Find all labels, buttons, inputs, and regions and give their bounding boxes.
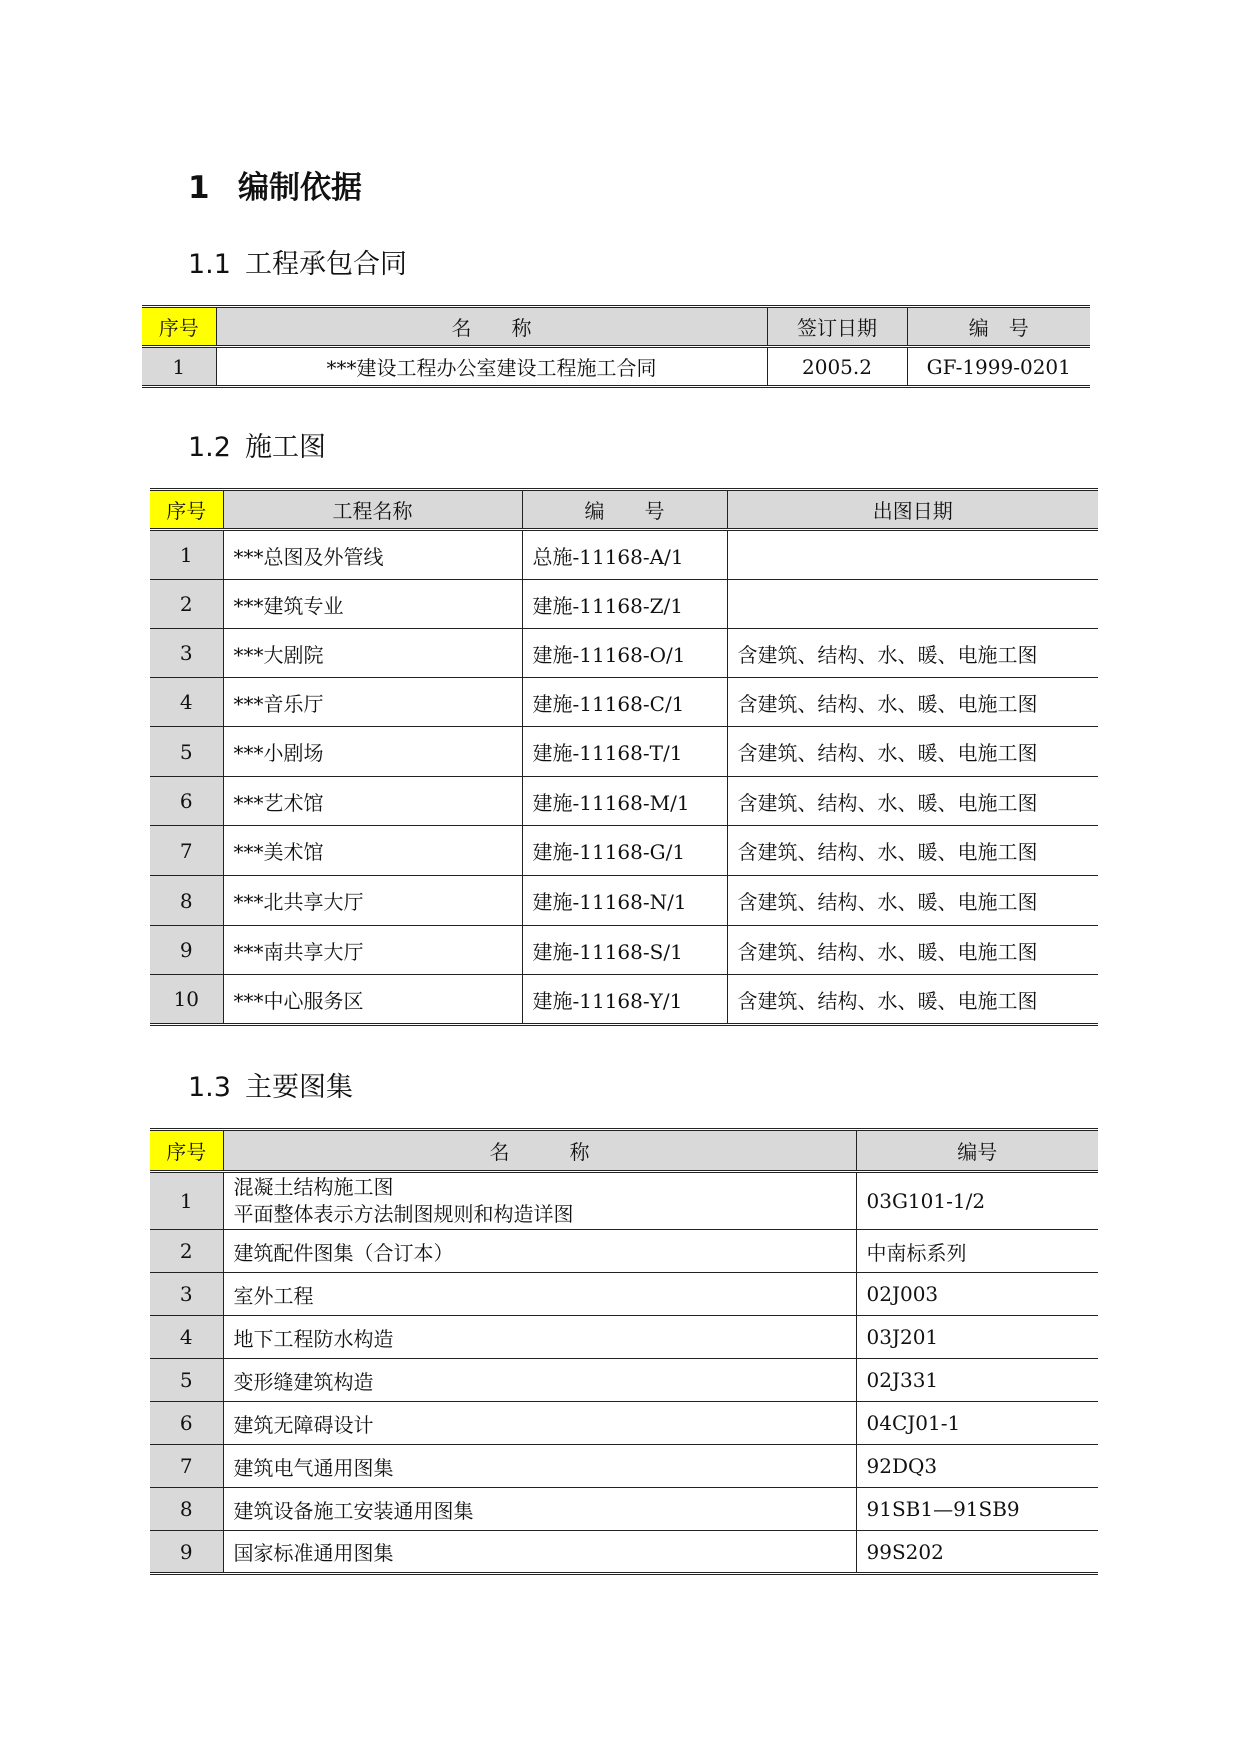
row-code: 03G101-1/2 xyxy=(856,1172,1098,1230)
table-row xyxy=(150,678,1098,727)
header-date: 签订日期 xyxy=(767,307,907,347)
row-code: 91SB1—91SB9 xyxy=(856,1488,1098,1531)
table-row xyxy=(150,1531,1098,1574)
header-index: 序号 xyxy=(150,1130,223,1172)
header-index: 序号 xyxy=(142,307,216,347)
drawings-table xyxy=(150,488,1098,1026)
row-name: ***音乐厅 xyxy=(223,678,522,727)
row-code: 02J003 xyxy=(856,1273,1098,1316)
row-date: 2005.2 xyxy=(767,347,907,387)
row-name: ***大剧院 xyxy=(223,629,522,678)
row-index: 2 xyxy=(150,1230,223,1273)
table-row xyxy=(150,1488,1098,1531)
row-name: ***美术馆 xyxy=(223,826,522,876)
section-number: 1.3 xyxy=(188,1072,231,1103)
table-row xyxy=(150,1316,1098,1359)
row-code: 总施-11168-A/1 xyxy=(522,530,727,580)
table-header-row xyxy=(150,490,1098,530)
row-name: 室外工程 xyxy=(223,1273,856,1316)
row-name: ***中心服务区 xyxy=(223,975,522,1025)
row-date xyxy=(727,580,1098,629)
header-name: 名 称 xyxy=(223,1130,856,1172)
row-index: 3 xyxy=(150,629,223,678)
table-row xyxy=(150,926,1098,975)
table-row xyxy=(142,347,1090,387)
row-date: 含建筑、结构、水、暖、电施工图 xyxy=(727,629,1098,678)
table-row xyxy=(150,1230,1098,1273)
row-date: 含建筑、结构、水、暖、电施工图 xyxy=(727,876,1098,926)
row-index: 8 xyxy=(150,876,223,926)
row-index: 9 xyxy=(150,926,223,975)
row-index: 1 xyxy=(150,530,223,580)
row-name: ***建设工程办公室建设工程施工合同 xyxy=(216,347,767,387)
row-name-line1: 混凝土结构施工图 xyxy=(233,1175,394,1199)
row-index: 1 xyxy=(150,1172,223,1230)
row-date: 含建筑、结构、水、暖、电施工图 xyxy=(727,826,1098,876)
row-name: ***南共享大厅 xyxy=(223,926,522,975)
row-code: 99S202 xyxy=(856,1531,1098,1574)
row-code: 建施-11168-S/1 xyxy=(522,926,727,975)
table-row xyxy=(150,777,1098,826)
chapter-number: 1 xyxy=(188,170,210,206)
row-date: 含建筑、结构、水、暖、电施工图 xyxy=(727,926,1098,975)
row-index: 1 xyxy=(142,347,216,387)
contract-table xyxy=(142,305,1090,388)
table-row xyxy=(150,530,1098,580)
row-index: 7 xyxy=(150,1445,223,1488)
section-heading-atlas xyxy=(188,1065,353,1104)
header-issue-date: 出图日期 xyxy=(727,490,1098,530)
row-name: ***总图及外管线 xyxy=(223,530,522,580)
row-code: 建施-11168-Y/1 xyxy=(522,975,727,1025)
section-title: 主要图集 xyxy=(244,1072,353,1103)
row-date: 含建筑、结构、水、暖、电施工图 xyxy=(727,727,1098,777)
row-code: 建施-11168-N/1 xyxy=(522,876,727,926)
section-title: 施工图 xyxy=(244,432,326,463)
table-header-row xyxy=(142,307,1090,347)
chapter-title: 编制依据 xyxy=(238,170,362,206)
row-code: 04CJ01-1 xyxy=(856,1402,1098,1445)
row-name: ***小剧场 xyxy=(223,727,522,777)
section-number: 1.2 xyxy=(188,432,231,463)
row-index: 5 xyxy=(150,1359,223,1402)
row-date xyxy=(727,530,1098,580)
row-code: 中南标系列 xyxy=(856,1230,1098,1273)
row-name: 变形缝建筑构造 xyxy=(223,1359,856,1402)
table-row xyxy=(150,1172,1098,1230)
row-name: ***北共享大厅 xyxy=(223,876,522,926)
table-row xyxy=(150,1402,1098,1445)
row-code: GF-1999-0201 xyxy=(907,347,1090,387)
row-code: 建施-11168-T/1 xyxy=(522,727,727,777)
row-code: 建施-11168-C/1 xyxy=(522,678,727,727)
row-code: 建施-11168-M/1 xyxy=(522,777,727,826)
row-index: 5 xyxy=(150,727,223,777)
table-row xyxy=(150,727,1098,777)
row-name-line2: 平面整体表示方法制图规则和构造详图 xyxy=(233,1202,574,1226)
table-row xyxy=(150,876,1098,926)
table-row xyxy=(150,1359,1098,1402)
header-project-name: 工程名称 xyxy=(223,490,522,530)
row-index: 2 xyxy=(150,580,223,629)
header-code: 编 号 xyxy=(522,490,727,530)
row-code: 建施-11168-Z/1 xyxy=(522,580,727,629)
table-row xyxy=(150,826,1098,876)
header-code: 编号 xyxy=(856,1130,1098,1172)
row-name: 建筑电气通用图集 xyxy=(223,1445,856,1488)
row-name: 地下工程防水构造 xyxy=(223,1316,856,1359)
header-index: 序号 xyxy=(150,490,223,530)
table-row xyxy=(150,1273,1098,1316)
section-number: 1.1 xyxy=(188,249,231,280)
atlas-table xyxy=(150,1128,1098,1575)
table-row xyxy=(150,975,1098,1025)
section-heading-contract xyxy=(188,242,407,281)
chapter-heading xyxy=(188,162,362,207)
row-date: 含建筑、结构、水、暖、电施工图 xyxy=(727,777,1098,826)
row-code: 建施-11168-G/1 xyxy=(522,826,727,876)
row-name: ***艺术馆 xyxy=(223,777,522,826)
row-index: 7 xyxy=(150,826,223,876)
section-title: 工程承包合同 xyxy=(244,249,407,280)
table-row xyxy=(150,580,1098,629)
row-index: 8 xyxy=(150,1488,223,1531)
row-name: 建筑设备施工安装通用图集 xyxy=(223,1488,856,1531)
table-header-row xyxy=(150,1130,1098,1172)
row-name: ***建筑专业 xyxy=(223,580,522,629)
table-row xyxy=(150,629,1098,678)
header-code: 编 号 xyxy=(907,307,1090,347)
row-index: 4 xyxy=(150,678,223,727)
row-index: 9 xyxy=(150,1531,223,1574)
row-index: 10 xyxy=(150,975,223,1025)
row-name xyxy=(223,1172,856,1230)
row-index: 4 xyxy=(150,1316,223,1359)
row-date: 含建筑、结构、水、暖、电施工图 xyxy=(727,975,1098,1025)
section-heading-drawings xyxy=(188,425,326,464)
table-row xyxy=(150,1445,1098,1488)
row-date: 含建筑、结构、水、暖、电施工图 xyxy=(727,678,1098,727)
row-code: 建施-11168-O/1 xyxy=(522,629,727,678)
header-name: 名 称 xyxy=(216,307,767,347)
row-index: 6 xyxy=(150,777,223,826)
row-name: 建筑配件图集（合订本） xyxy=(223,1230,856,1273)
row-name: 建筑无障碍设计 xyxy=(223,1402,856,1445)
row-index: 3 xyxy=(150,1273,223,1316)
row-code: 03J201 xyxy=(856,1316,1098,1359)
row-code: 92DQ3 xyxy=(856,1445,1098,1488)
row-code: 02J331 xyxy=(856,1359,1098,1402)
row-index: 6 xyxy=(150,1402,223,1445)
row-name: 国家标准通用图集 xyxy=(223,1531,856,1574)
